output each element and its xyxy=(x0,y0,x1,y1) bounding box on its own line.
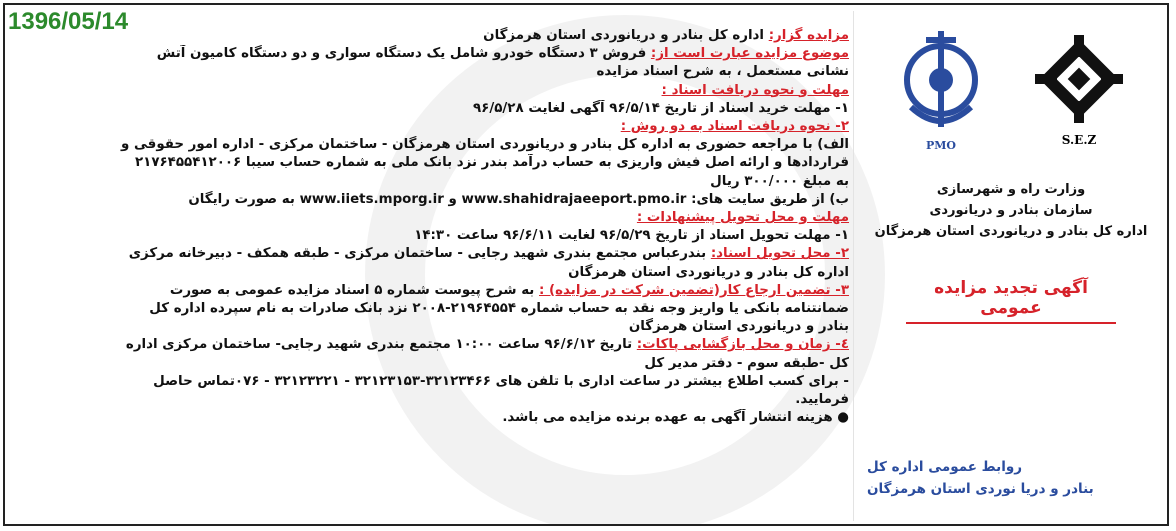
notice-line xyxy=(14,209,849,227)
side-panel xyxy=(861,19,1161,324)
date-stamp: 1396/05/14 xyxy=(8,8,129,35)
line-text: فرمایید. xyxy=(795,392,849,408)
line-text: ضمانتنامه بانکی یا واریز وجه نقد به حساب شماره ۲۱۹۶۴۵۵۴-۲۰۰۸ نزد بانک صادرات به نام سپرده اداره کل xyxy=(149,301,849,317)
sez-logo xyxy=(1027,29,1131,147)
section-label: ٤- زمان و محل بازگشایی پاکات: xyxy=(636,337,849,353)
line-text: - برای کسب اطلاع بیشتر در ساعت اداری با تلفن های ۳۲۱۲۳۴۶۶-۳۲۱۲۳۱۵۳ - ۳۲۱۲۳۲۲۱ - ۰۷۶تماس حاصل xyxy=(153,373,849,389)
section-label: مهلت و نحوه دریافت اسناد : xyxy=(661,82,849,98)
notice-line xyxy=(14,227,849,245)
line-text: بندرعباس مجتمع بندری شهید رجایی - ساختمان مرکزی - طبقه همکف - دبیرخانه مرکزی xyxy=(128,246,711,262)
notice-line xyxy=(14,63,849,81)
notice-line xyxy=(14,282,849,300)
notice-line xyxy=(14,409,849,427)
line-text: فروش ۳ دستگاه خودرو شامل یک دستگاه سواری و دو دستگاه کامیون آتش xyxy=(156,46,651,62)
line-text: تاریخ ۹۶/۶/۱۲ ساعت ۱۰:۰۰ مجتمع بندری شهید رجایی- ساختمان مرکزی اداره xyxy=(125,337,637,353)
line-text: کل -طبقه سوم - دفتر مدیر کل xyxy=(644,355,849,371)
section-label: مزایده گزار: xyxy=(768,28,849,43)
line-text: اداره کل بنادر و دریانوردی استان هرمزگان xyxy=(568,264,849,280)
section-label: ۲- نحوه دریافت اسناد به دو روش : xyxy=(620,119,849,135)
notice-line xyxy=(14,318,849,336)
line-text: به مبلغ ۳۰۰/۰۰۰ ریال xyxy=(710,173,849,189)
line-text: اداره کل بنادر و دریانوردی استان هرمزگان xyxy=(483,28,769,43)
logos xyxy=(861,19,1161,179)
org-line: وزارت راه و شهرسازی xyxy=(936,182,1086,197)
notice-line xyxy=(14,300,849,318)
line-text: ب) از طریق سایت های: www.shahidrajaeeport.pmo.ir و www.iiets.mporg.ir به صورت رایگان xyxy=(188,191,849,207)
section-label: ۳- تضمین ارجاع کار(تضمین شرکت در مزایده) : xyxy=(539,282,849,298)
line-text: قراردادها و ارائه اصل فیش واریزی به حساب درآمد بندر نزد بانک ملی به شماره حساب سیبا ۲۱۷۶۴۵۵۴۱۲۰۰۶ xyxy=(134,155,849,171)
pr-line: بنادر و دریا نوردی استان هرمزگان xyxy=(867,481,1094,497)
notice-line xyxy=(14,391,849,409)
line-text: الف) با مراجعه حضوری به اداره کل بنادر و دریانوردی استان هرمزگان - ساختمان مرکزی - اداره امور حقوقی و xyxy=(121,137,849,153)
line-text: نشانی مستعمل ، به شرح اسناد مزایده xyxy=(596,64,849,80)
public-relations xyxy=(867,456,1167,500)
pmo-label: PMO xyxy=(925,139,957,152)
notice-line xyxy=(14,355,849,373)
notice-line xyxy=(14,45,849,63)
pr-line: روابط عمومی اداره کل xyxy=(867,459,1022,475)
line-text: ۱- مهلت خرید اسناد از تاریخ ۹۶/۵/۱۴ آگهی لغایت ۹۶/۵/۲۸ xyxy=(473,100,849,116)
notice-line xyxy=(14,264,849,282)
notice-frame xyxy=(3,3,1169,526)
notice-body xyxy=(14,27,849,427)
pmo-logo xyxy=(891,25,991,152)
notice-line xyxy=(14,100,849,118)
sez-emblem-icon xyxy=(1029,29,1129,129)
notice-line xyxy=(14,27,849,45)
notice-line xyxy=(14,136,849,154)
notice-line xyxy=(14,82,849,100)
line-text: ● هزینه انتشار آگهی به عهده برنده مزایده می باشد. xyxy=(502,410,849,426)
notice-line xyxy=(14,373,849,391)
notice-title: آگهی تجدید مزایده عمومی xyxy=(906,278,1116,324)
notice-line xyxy=(14,154,849,172)
notice-line xyxy=(14,173,849,191)
section-label: موضوع مزایده عبارت است از: xyxy=(650,46,849,62)
anchor-icon xyxy=(896,25,986,135)
divider xyxy=(853,11,854,521)
org-line: اداره کل بنادر و دریانوردی استان هرمزگان xyxy=(874,224,1148,239)
sez-label: S.E.Z xyxy=(1061,133,1097,147)
notice-line xyxy=(14,118,849,136)
line-text: به شرح پیوست شماره ۵ اسناد مزایده عمومی به صورت xyxy=(169,282,540,298)
section-label: ۲- محل تحویل اسناد: xyxy=(710,246,849,262)
org-line: سازمان بنادر و دریانوردی xyxy=(929,203,1093,218)
line-text: ۱- مهلت تحویل اسناد از تاریخ ۹۶/۵/۲۹ لغایت ۹۶/۶/۱۱ ساعت ۱۴:۳۰ xyxy=(414,228,849,244)
notice-line xyxy=(14,336,849,354)
line-text: بنادر و دریانوردی استان هرمزگان xyxy=(628,319,849,335)
notice-line xyxy=(14,191,849,209)
notice-line xyxy=(14,245,849,263)
section-label: مهلت و محل تحویل پیشنهادات : xyxy=(636,210,849,226)
